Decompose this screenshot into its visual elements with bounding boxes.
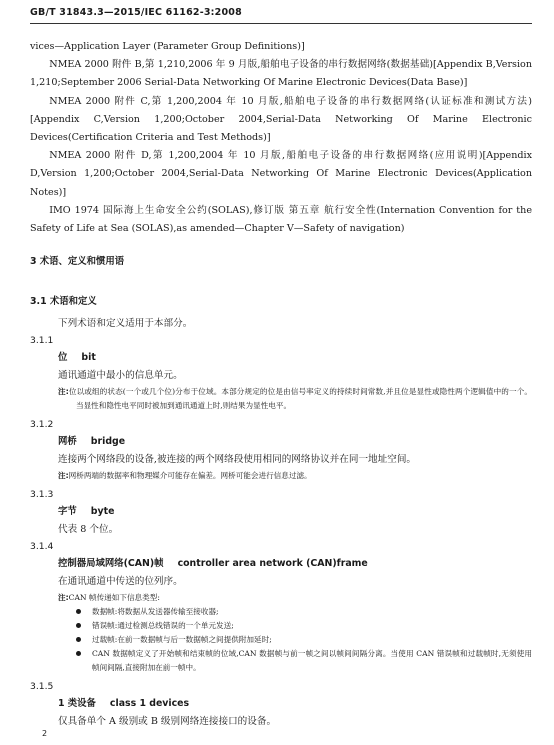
term-heading bbox=[58, 349, 532, 367]
term-en: bridge bbox=[90, 436, 126, 448]
ref-nmea-appendix-d: NMEA 2000 附件 D,第 1,200,2004 年 10 月版,船舶电子设备的串行数据网络(应用说明)[Appendix D,Version 1,200;October 2004,Serial-Data Networking Of Marine Electronic Devices(Application Notes)] bbox=[30, 150, 532, 198]
term-zh: 位 bbox=[58, 352, 68, 364]
bullet-dot-icon bbox=[76, 637, 81, 642]
ref-nmea-appendix-b: NMEA 2000 附件 B,第 1,210,2006 年 9 月版,船舶电子设备的串行数据网络(数据基础)[Appendix B,Version 1,210;September 2006 Serial-Data Networking Of Marine Electronic Devices(Data Base)] bbox=[30, 59, 532, 89]
bullet-dot-icon bbox=[76, 609, 81, 614]
frame-type-list bbox=[76, 605, 532, 675]
clause-number: 3.1.5 bbox=[30, 681, 54, 693]
term-zh: 1 类设备 bbox=[58, 698, 96, 710]
term-heading bbox=[58, 433, 532, 451]
clause-number: 3.1.3 bbox=[30, 489, 54, 501]
term-note bbox=[58, 385, 532, 413]
term-definition: 在通讯通道中传送的位列序。 bbox=[58, 576, 183, 588]
term-heading bbox=[58, 503, 532, 521]
section-3-1-intro: 下列术语和定义适用于本部分。 bbox=[58, 318, 193, 330]
note-label: 注: bbox=[58, 593, 69, 603]
standard-header: GB/T 31843.3—2015/IEC 61162-3:2008 bbox=[30, 7, 242, 18]
note-label: 注: bbox=[58, 471, 69, 481]
term-zh: 字节 bbox=[58, 506, 77, 518]
note-text: CAN 帧传递如下信息类型: bbox=[68, 593, 160, 603]
term-definition: 代表 8 个位。 bbox=[58, 524, 119, 536]
ref-imo-solas: IMO 1974 国际海上生命安全公约(SOLAS),修订版 第五章 航行安全性(Internation Convention for the Safety of Life at Sea (SOLAS),as amended—Chapter V—Safety of navigation) bbox=[30, 204, 532, 235]
page-number: 2 bbox=[42, 729, 48, 738]
term-zh: 控制器局域网络(CAN)帧 bbox=[58, 558, 164, 570]
clause-number: 3.1.2 bbox=[30, 419, 54, 431]
term-en: bit bbox=[81, 352, 96, 364]
header-rule bbox=[30, 23, 532, 24]
note-label: 注: bbox=[58, 387, 69, 397]
term-definition: 通讯通道中最小的信息单元。 bbox=[58, 370, 183, 382]
page-content bbox=[30, 38, 532, 731]
clause-number: 3.1.4 bbox=[30, 541, 54, 553]
ref-continuation: vices—Application Layer (Parameter Group Definitions)] bbox=[30, 41, 305, 52]
term-en: class 1 devices bbox=[109, 698, 190, 710]
term-en: controller area network (CAN)frame bbox=[177, 558, 368, 570]
ref-nmea-appendix-c: NMEA 2000 附件 C,第 1,200,2004 年 10 月版,船舶电子设备的串行数据网络(认证标准和测试方法)[Appendix C,Version 1,200;October 2004,Serial-Data Networking Of Marine Electronic Devices(Certification Criteria and Test Methods)] bbox=[30, 95, 532, 144]
term-note bbox=[58, 469, 532, 483]
term-heading bbox=[58, 695, 532, 713]
section-3-1-heading: 3.1 术语和定义 bbox=[30, 296, 97, 308]
list-item: CAN 数据帧定义了开始帧和结束帧的位域,CAN 数据帧与前一帧之间以帧间间隔分离。当使用 CAN 错误帧和过载帧时,无须使用帧间间隔,直接附加在前一帧中。 bbox=[76, 647, 532, 675]
list-item: 错误帧:通过检测总线错误的一个单元发送; bbox=[76, 619, 532, 633]
list-item: 数据帧:将数据从发送器传输至接收器; bbox=[76, 605, 532, 619]
bullet-dot-icon bbox=[76, 651, 81, 656]
note-text: 位以或组的状态(一个或几个位)分布于位域。本部分规定的位是由信号率定义的持续时间常数,并且位是显性或隐性两个逻辑值中的一个。当显性和隐性电平同时被加到通讯通道上时,则结果为显性电平。 bbox=[68, 387, 532, 411]
note-text: 网桥两端的数据率和物理媒介可能存在偏差。网桥可能会进行信息过滤。 bbox=[68, 471, 312, 481]
term-en: byte bbox=[90, 506, 115, 518]
bullet-dot-icon bbox=[76, 623, 81, 628]
term-zh: 网桥 bbox=[58, 436, 77, 448]
term-note bbox=[58, 591, 532, 605]
section-3-heading: 3 术语、定义和惯用语 bbox=[30, 256, 125, 268]
term-heading bbox=[58, 555, 532, 573]
term-definition: 连接两个网络段的设备,被连接的两个网络段使用相同的网络协议并在同一地址空间。 bbox=[58, 454, 417, 466]
term-definition: 仅具备单个 A 级别或 B 级别网络连接接口的设备。 bbox=[58, 716, 277, 728]
list-item: 过载帧:在前一数据帧与后一数据帧之间提供附加延时; bbox=[76, 633, 532, 647]
clause-number: 3.1.1 bbox=[30, 335, 54, 347]
